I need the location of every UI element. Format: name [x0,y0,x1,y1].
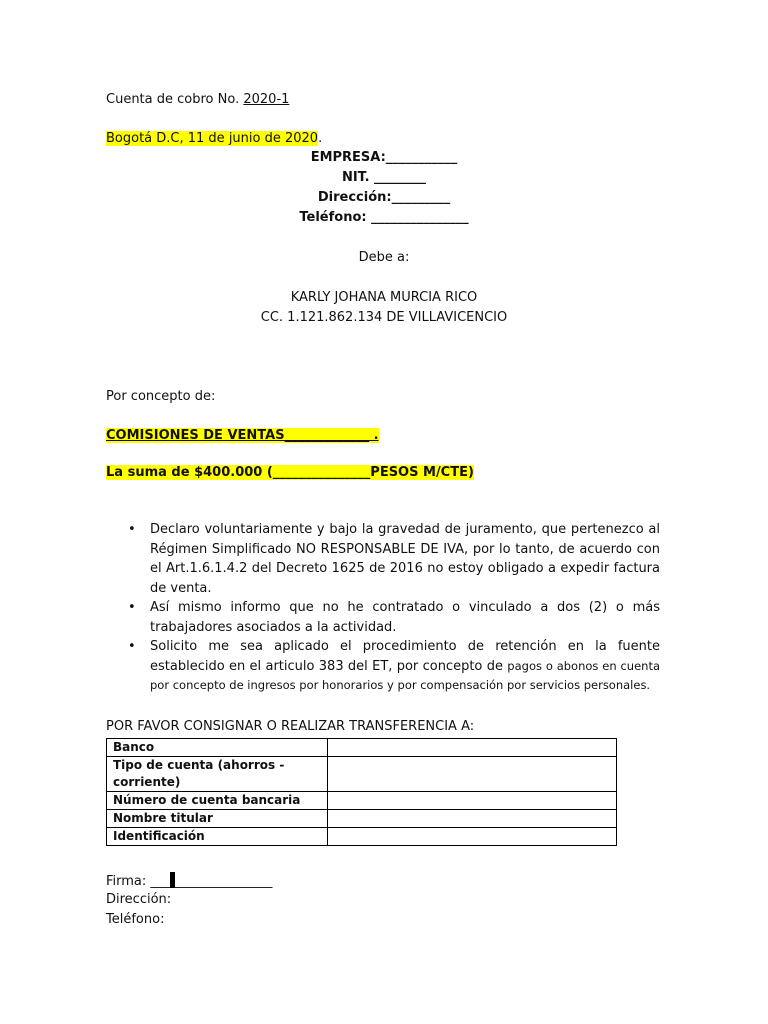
concept-amount [106,465,474,480]
place-date-text: Bogotá D.C, 11 de junio de 2020 [106,131,319,146]
table-value-cell[interactable] [328,828,617,846]
place-date-period: . [318,131,323,146]
declaration-item: • Declaro voluntariamente y bajo la gravedad de juramento, que pertenezco al Régimen Simplificado NO RESPONSABLE DE IVA, por lo tanto, de acuerdo con el Art.1.6.1.4.2 del Decreto 1625 de 2016 no estoy obligado a expedir factura de venta. [150,520,660,598]
concept-description-text: COMISIONES DE VENTAS_____________ . [106,428,379,443]
table-row [107,810,617,828]
declaration-item: • Así mismo informo que no he contratado o vinculado a dos (2) o más trabajadores asociados a la actividad. [150,598,660,637]
table-label-cell: Banco [107,739,328,757]
table-value-cell[interactable] [328,757,617,792]
table-row [107,828,617,846]
debe-a-label: Debe a: [358,250,410,265]
signature-direccion: Dirección: [106,892,172,907]
transfer-heading: POR FAVOR CONSIGNAR O REALIZAR TRANSFERENCIA A: [106,719,475,734]
table-value-cell[interactable] [328,792,617,810]
bank-details-table [106,738,617,846]
table-label-cell: Número de cuenta bancaria [107,792,328,810]
table-row [107,739,617,757]
concept-description [106,428,379,443]
declaration-tail: pagos o abonos en cuenta por concepto de ingresos por honorarios y por compensación por servicios personales. [150,658,660,692]
company-empresa: EMPRESA:___________ [310,150,458,165]
table-label-cell: Nombre titular [107,810,328,828]
table-row [107,757,617,792]
table-label-cell: Tipo de cuenta (ahorros - corriente) [107,757,328,792]
declaration-item [150,637,660,696]
concept-label: Por concepto de: [106,389,216,404]
company-telefono: Teléfono: _______________ [299,210,469,225]
concept-amount-text: La suma de $400.000 (_______________PESOS M/CTE) [106,465,474,480]
creditor-id: CC. 1.121.862.134 DE VILLAVICENCIO [260,310,508,325]
company-direccion: Dirección:_________ [317,190,451,205]
creditor-name: KARLY JOHANA MURCIA RICO [290,290,478,305]
firma-underline[interactable]: _______________ [174,874,273,889]
place-date [106,131,322,146]
table-label-cell: Identificación [107,828,328,846]
declaration-text: Solicito me sea aplicado el procedimiento de retención en la fuente establecido en el articulo 383 del ET, por concepto de [150,639,660,674]
table-value-cell[interactable] [328,739,617,757]
declarations-list [106,520,660,696]
signature-telefono: Teléfono: [106,912,165,927]
document-title [106,92,289,107]
table-row [107,792,617,810]
table-value-cell[interactable] [328,810,617,828]
firma-label: Firma: ___ [106,874,170,889]
signature-line [106,872,272,889]
title-prefix: Cuenta de cobro No. [106,92,244,107]
company-nit: NIT. ________ [341,170,427,185]
invoice-number: 2020-1 [243,92,290,107]
